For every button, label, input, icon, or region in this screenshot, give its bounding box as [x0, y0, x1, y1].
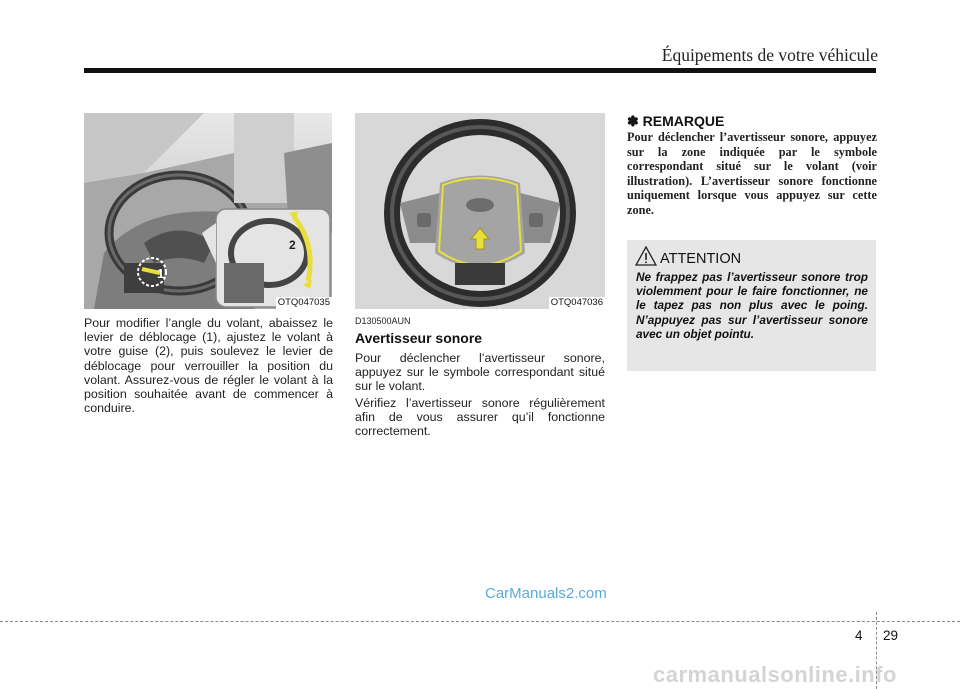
steering-tilt-illustration [84, 113, 332, 309]
caution-text: Ne frappez pas l’avertisseur sonore trop violemment pour le faire fonctionner, ne le tapez pas non plus avec le poing. N’appuyez pas sur l’avertisseur sonore avec un objet pointu. [636, 270, 868, 341]
figure-code: OTQ047036 [550, 297, 603, 308]
watermark-link[interactable]: CarManuals2.com [485, 585, 607, 602]
page-number-divider [876, 612, 877, 689]
caution-title: ATTENTION [660, 251, 742, 267]
remark-heading [627, 113, 724, 130]
warning-triangle-icon [635, 246, 657, 266]
page-number: 29 [883, 628, 899, 643]
figure-steering-tilt [84, 113, 332, 309]
caution-box [627, 240, 876, 371]
remark-text: Pour déclencher l’avertisseur sonore, appuyez sur la zone indiquée par le symbole correspondant situé sur le volant (voir illustration). L’avertisseur sonore fonctionne uniquement lorsque vous appuyez sur cette zone. [627, 130, 877, 217]
section-code: D130500AUN [355, 316, 411, 326]
remark-symbol: ✽ [627, 113, 639, 129]
watermark-footer: carmanualsonline.info [653, 662, 897, 687]
header-rule [84, 68, 876, 73]
horn-paragraph-2: Vérifiez l’avertisseur sonore régulièrement afin de vous assurer qu’il fonctionne correctement. [355, 396, 605, 439]
callout-one: 1 [157, 266, 165, 281]
footer-rule [0, 621, 960, 622]
remark-title: REMARQUE [642, 113, 725, 129]
page-header-title: Équipements de votre véhicule [661, 45, 878, 65]
callout-two: 2 [289, 238, 296, 252]
figure-code: OTQ047035 [277, 297, 330, 308]
section-heading: Avertisseur sonore [355, 330, 483, 346]
horn-paragraph-1: Pour déclencher l’avertisseur sonore, appuyez sur le symbole correspondant situé sur le volant. [355, 351, 605, 394]
tilt-instructions-paragraph: Pour modifier l’angle du volant, abaissez le levier de déblocage (1), ajustez le volant à votre guise (2), puis soulevez le levier de déblocage pour verrouiller la position du volant. Assurez-vous de régler le volant à la position souhaitée avant de commencer à conduire. [84, 316, 333, 416]
chapter-number: 4 [855, 628, 863, 643]
figure-horn [355, 113, 605, 309]
steering-wheel-illustration [355, 113, 605, 309]
